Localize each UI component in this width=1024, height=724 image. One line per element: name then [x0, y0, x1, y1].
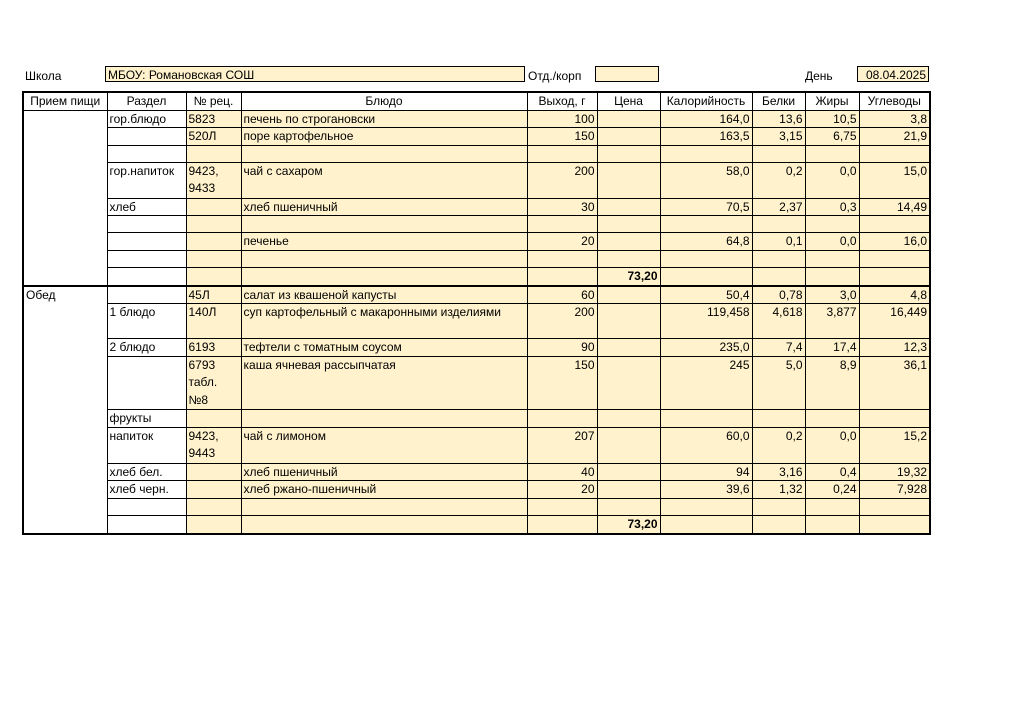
- dish-cell[interactable]: чай с сахаром: [241, 162, 527, 198]
- meal-cell[interactable]: [23, 233, 107, 251]
- protein-cell[interactable]: 5,0: [752, 356, 805, 410]
- yield-cell[interactable]: [527, 267, 597, 285]
- fat-cell[interactable]: 0,24: [805, 481, 859, 499]
- table-row: [23, 162, 930, 198]
- protein-cell[interactable]: 0,2: [752, 427, 805, 463]
- price-cell[interactable]: [597, 286, 660, 304]
- meal-cell[interactable]: [23, 110, 107, 128]
- recipe-cell[interactable]: [186, 481, 241, 499]
- protein-cell[interactable]: [752, 250, 805, 267]
- dish-cell[interactable]: суп картофельный с макаронными изделиями: [241, 304, 527, 339]
- carbs-cell[interactable]: 15,2: [859, 427, 930, 463]
- dish-cell[interactable]: тефтели с томатным соусом: [241, 339, 527, 357]
- fat-cell[interactable]: 0,0: [805, 233, 859, 251]
- table-row: [23, 339, 930, 357]
- carbs-cell[interactable]: 12,3: [859, 339, 930, 357]
- dish-cell[interactable]: [241, 145, 527, 162]
- dept-label: Отд./корп: [528, 69, 582, 83]
- recipe-cell[interactable]: 45Л: [186, 286, 241, 304]
- dish-cell[interactable]: [241, 516, 527, 534]
- meal-cell[interactable]: [23, 427, 107, 463]
- school-label: Школа: [25, 69, 62, 83]
- recipe-cell[interactable]: [186, 216, 241, 233]
- carbs-cell[interactable]: 7,928: [859, 481, 930, 499]
- yield-cell[interactable]: 200: [527, 162, 597, 198]
- carbs-cell[interactable]: [859, 410, 930, 428]
- yield-cell[interactable]: [527, 516, 597, 534]
- recipe-cell[interactable]: 6193: [186, 339, 241, 357]
- kcal-cell[interactable]: 64,8: [660, 233, 752, 251]
- col-section: Раздел: [107, 92, 186, 110]
- table-row: [23, 233, 930, 251]
- fat-cell[interactable]: [805, 410, 859, 428]
- yield-cell[interactable]: 60: [527, 286, 597, 304]
- meal-cell[interactable]: [23, 516, 107, 534]
- kcal-cell[interactable]: 58,0: [660, 162, 752, 198]
- yield-cell[interactable]: 40: [527, 463, 597, 481]
- section-cell[interactable]: гор.напиток: [107, 162, 186, 198]
- fat-cell[interactable]: 17,4: [805, 339, 859, 357]
- table-row: [23, 410, 930, 428]
- kcal-cell[interactable]: [660, 145, 752, 162]
- price-cell[interactable]: [597, 250, 660, 267]
- price-cell[interactable]: [597, 162, 660, 198]
- section-cell[interactable]: [107, 516, 186, 534]
- dish-cell[interactable]: хлеб ржано-пшеничный: [241, 481, 527, 499]
- protein-cell[interactable]: [752, 216, 805, 233]
- recipe-cell[interactable]: 140Л: [186, 304, 241, 339]
- protein-cell[interactable]: 13,6: [752, 110, 805, 128]
- recipe-cell[interactable]: [186, 267, 241, 285]
- kcal-cell[interactable]: [660, 216, 752, 233]
- section-cell[interactable]: [107, 267, 186, 285]
- recipe-cell[interactable]: 6793 табл. №8: [186, 356, 241, 410]
- meal-cell[interactable]: [23, 499, 107, 516]
- carbs-cell[interactable]: 3,8: [859, 110, 930, 128]
- col-carbs: Углеводы: [859, 92, 930, 110]
- day-field[interactable]: 08.04.2025: [857, 66, 929, 82]
- protein-cell[interactable]: 0,1: [752, 233, 805, 251]
- table-row: [23, 356, 930, 410]
- protein-cell[interactable]: [752, 516, 805, 534]
- yield-cell[interactable]: 20: [527, 481, 597, 499]
- kcal-cell[interactable]: [660, 250, 752, 267]
- kcal-cell[interactable]: [660, 410, 752, 428]
- kcal-cell[interactable]: 94: [660, 463, 752, 481]
- protein-cell[interactable]: 1,32: [752, 481, 805, 499]
- section-cell[interactable]: гор.блюдо: [107, 110, 186, 128]
- fat-cell[interactable]: [805, 267, 859, 285]
- dish-cell[interactable]: поре картофельное: [241, 128, 527, 146]
- meal-cell[interactable]: [23, 410, 107, 428]
- meal-cell[interactable]: [23, 162, 107, 198]
- section-cell[interactable]: [107, 233, 186, 251]
- protein-cell[interactable]: 3,16: [752, 463, 805, 481]
- fat-cell[interactable]: 8,9: [805, 356, 859, 410]
- day-label: День: [805, 69, 833, 83]
- header-row: [23, 92, 930, 110]
- table-row: [23, 145, 930, 162]
- protein-cell[interactable]: 4,618: [752, 304, 805, 339]
- fat-cell[interactable]: 3,877: [805, 304, 859, 339]
- protein-cell[interactable]: 7,4: [752, 339, 805, 357]
- fat-cell[interactable]: 0,4: [805, 463, 859, 481]
- meal-cell[interactable]: Обед: [23, 286, 107, 304]
- section-cell[interactable]: [107, 145, 186, 162]
- section-cell[interactable]: 1 блюдо: [107, 304, 186, 339]
- table-row: [23, 110, 930, 128]
- recipe-cell[interactable]: [186, 233, 241, 251]
- school-field[interactable]: МБОУ: Романовская СОШ: [105, 66, 525, 82]
- protein-cell[interactable]: 0,78: [752, 286, 805, 304]
- section-cell[interactable]: [107, 356, 186, 410]
- table-row: [23, 463, 930, 481]
- carbs-cell[interactable]: [859, 516, 930, 534]
- meal-cell[interactable]: [23, 145, 107, 162]
- price-cell[interactable]: [597, 110, 660, 128]
- price-cell[interactable]: [597, 481, 660, 499]
- dish-cell[interactable]: [241, 250, 527, 267]
- carbs-cell[interactable]: [859, 499, 930, 516]
- section-cell[interactable]: 2 блюдо: [107, 339, 186, 357]
- fat-cell[interactable]: 0,0: [805, 162, 859, 198]
- table-row: [23, 481, 930, 499]
- recipe-cell[interactable]: 9423, 9433: [186, 162, 241, 198]
- fat-cell[interactable]: [805, 145, 859, 162]
- fat-cell[interactable]: [805, 250, 859, 267]
- fat-cell[interactable]: [805, 499, 859, 516]
- recipe-cell[interactable]: [186, 145, 241, 162]
- col-price: Цена: [597, 92, 660, 110]
- yield-cell[interactable]: [527, 499, 597, 516]
- table-row: [23, 250, 930, 267]
- kcal-cell[interactable]: [660, 516, 752, 534]
- meal-cell[interactable]: [23, 481, 107, 499]
- meal-cell[interactable]: [23, 304, 107, 339]
- total-row: [23, 267, 930, 285]
- yield-cell[interactable]: 200: [527, 304, 597, 339]
- kcal-cell[interactable]: 119,458: [660, 304, 752, 339]
- col-fat: Жиры: [805, 92, 859, 110]
- price-cell[interactable]: [597, 145, 660, 162]
- col-yield: Выход, г: [527, 92, 597, 110]
- dish-cell[interactable]: салат из квашеной капусты: [241, 286, 527, 304]
- price-cell[interactable]: [597, 499, 660, 516]
- meal-cell[interactable]: [23, 267, 107, 285]
- fat-cell[interactable]: [805, 516, 859, 534]
- price-cell[interactable]: [597, 233, 660, 251]
- recipe-cell[interactable]: [186, 516, 241, 534]
- protein-cell[interactable]: [752, 499, 805, 516]
- meal-cell[interactable]: [23, 128, 107, 146]
- dept-field[interactable]: [595, 66, 659, 82]
- section-cell[interactable]: напиток: [107, 427, 186, 463]
- dish-cell[interactable]: хлеб пшеничный: [241, 198, 527, 216]
- yield-cell[interactable]: 90: [527, 339, 597, 357]
- meal-cell[interactable]: [23, 339, 107, 357]
- carbs-cell[interactable]: [859, 250, 930, 267]
- yield-cell[interactable]: [527, 410, 597, 428]
- table-row: [23, 198, 930, 216]
- fat-cell[interactable]: 0,3: [805, 198, 859, 216]
- price-cell[interactable]: [597, 410, 660, 428]
- menu-body: [23, 110, 930, 534]
- table-row: [23, 499, 930, 516]
- price-cell[interactable]: [597, 216, 660, 233]
- recipe-cell[interactable]: [186, 410, 241, 428]
- yield-cell[interactable]: [527, 145, 597, 162]
- section-cell[interactable]: [107, 216, 186, 233]
- dish-cell[interactable]: [241, 267, 527, 285]
- carbs-cell[interactable]: 4,8: [859, 286, 930, 304]
- table-row: [23, 427, 930, 463]
- carbs-cell[interactable]: [859, 267, 930, 285]
- price-cell[interactable]: [597, 128, 660, 146]
- kcal-cell[interactable]: 163,5: [660, 128, 752, 146]
- table-row: [23, 304, 930, 339]
- kcal-cell[interactable]: 60,0: [660, 427, 752, 463]
- section-cell[interactable]: [107, 250, 186, 267]
- protein-cell[interactable]: 3,15: [752, 128, 805, 146]
- kcal-cell[interactable]: 164,0: [660, 110, 752, 128]
- dish-cell[interactable]: каша ячневая рассыпчатая: [241, 356, 527, 410]
- carbs-cell[interactable]: [859, 145, 930, 162]
- yield-cell[interactable]: 207: [527, 427, 597, 463]
- dish-cell[interactable]: хлеб пшеничный: [241, 463, 527, 481]
- carbs-cell[interactable]: 15,0: [859, 162, 930, 198]
- price-cell[interactable]: 73,20: [597, 516, 660, 534]
- price-cell[interactable]: [597, 463, 660, 481]
- recipe-cell[interactable]: [186, 463, 241, 481]
- section-cell[interactable]: фрукты: [107, 410, 186, 428]
- yield-cell[interactable]: 150: [527, 356, 597, 410]
- table-row: [23, 286, 930, 304]
- col-recipe: № рец.: [186, 92, 241, 110]
- kcal-cell[interactable]: [660, 499, 752, 516]
- col-meal: Прием пищи: [23, 92, 107, 110]
- fat-cell[interactable]: 3,0: [805, 286, 859, 304]
- carbs-cell[interactable]: 16,0: [859, 233, 930, 251]
- protein-cell[interactable]: [752, 410, 805, 428]
- yield-cell[interactable]: [527, 250, 597, 267]
- fat-cell[interactable]: 0,0: [805, 427, 859, 463]
- dish-cell[interactable]: [241, 499, 527, 516]
- carbs-cell[interactable]: 16,449: [859, 304, 930, 339]
- price-cell[interactable]: [597, 198, 660, 216]
- kcal-cell[interactable]: 70,5: [660, 198, 752, 216]
- price-cell[interactable]: 73,20: [597, 267, 660, 285]
- section-cell[interactable]: хлеб бел.: [107, 463, 186, 481]
- recipe-cell[interactable]: 9423, 9443: [186, 427, 241, 463]
- section-cell[interactable]: хлеб черн.: [107, 481, 186, 499]
- carbs-cell[interactable]: 21,9: [859, 128, 930, 146]
- col-kcal: Калорийность: [660, 92, 752, 110]
- price-cell[interactable]: [597, 427, 660, 463]
- kcal-cell[interactable]: 39,6: [660, 481, 752, 499]
- meal-cell[interactable]: [23, 198, 107, 216]
- price-cell[interactable]: [597, 339, 660, 357]
- recipe-cell[interactable]: [186, 250, 241, 267]
- table-row: [23, 128, 930, 146]
- fat-cell[interactable]: 6,75: [805, 128, 859, 146]
- carbs-cell[interactable]: 36,1: [859, 356, 930, 410]
- kcal-cell[interactable]: 245: [660, 356, 752, 410]
- kcal-cell[interactable]: 235,0: [660, 339, 752, 357]
- dish-cell[interactable]: [241, 410, 527, 428]
- dish-cell[interactable]: печень по строгановски: [241, 110, 527, 128]
- carbs-cell[interactable]: [859, 216, 930, 233]
- dish-cell[interactable]: печенье: [241, 233, 527, 251]
- recipe-cell[interactable]: 5823: [186, 110, 241, 128]
- protein-cell[interactable]: 0,2: [752, 162, 805, 198]
- yield-cell[interactable]: 30: [527, 198, 597, 216]
- recipe-cell[interactable]: [186, 499, 241, 516]
- price-cell[interactable]: [597, 304, 660, 339]
- yield-cell[interactable]: [527, 216, 597, 233]
- protein-cell[interactable]: [752, 267, 805, 285]
- section-cell[interactable]: [107, 128, 186, 146]
- section-cell[interactable]: [107, 499, 186, 516]
- total-row: [23, 516, 930, 534]
- recipe-cell[interactable]: 520Л: [186, 128, 241, 146]
- kcal-cell[interactable]: [660, 267, 752, 285]
- col-dish: Блюдо: [241, 92, 527, 110]
- fat-cell[interactable]: [805, 216, 859, 233]
- yield-cell[interactable]: 20: [527, 233, 597, 251]
- protein-cell[interactable]: 2,37: [752, 198, 805, 216]
- dish-cell[interactable]: [241, 216, 527, 233]
- col-protein: Белки: [752, 92, 805, 110]
- yield-cell[interactable]: 150: [527, 128, 597, 146]
- price-cell[interactable]: [597, 356, 660, 410]
- yield-cell[interactable]: 100: [527, 110, 597, 128]
- section-cell[interactable]: [107, 286, 186, 304]
- carbs-cell[interactable]: 14,49: [859, 198, 930, 216]
- recipe-cell[interactable]: [186, 198, 241, 216]
- table-row: [23, 216, 930, 233]
- meal-cell[interactable]: [23, 250, 107, 267]
- fat-cell[interactable]: 10,5: [805, 110, 859, 128]
- meal-cell[interactable]: [23, 463, 107, 481]
- carbs-cell[interactable]: 19,32: [859, 463, 930, 481]
- kcal-cell[interactable]: 50,4: [660, 286, 752, 304]
- protein-cell[interactable]: [752, 145, 805, 162]
- section-cell[interactable]: хлеб: [107, 198, 186, 216]
- menu-table: [22, 91, 931, 535]
- dish-cell[interactable]: чай с лимоном: [241, 427, 527, 463]
- meal-cell[interactable]: [23, 216, 107, 233]
- meal-cell[interactable]: [23, 356, 107, 410]
